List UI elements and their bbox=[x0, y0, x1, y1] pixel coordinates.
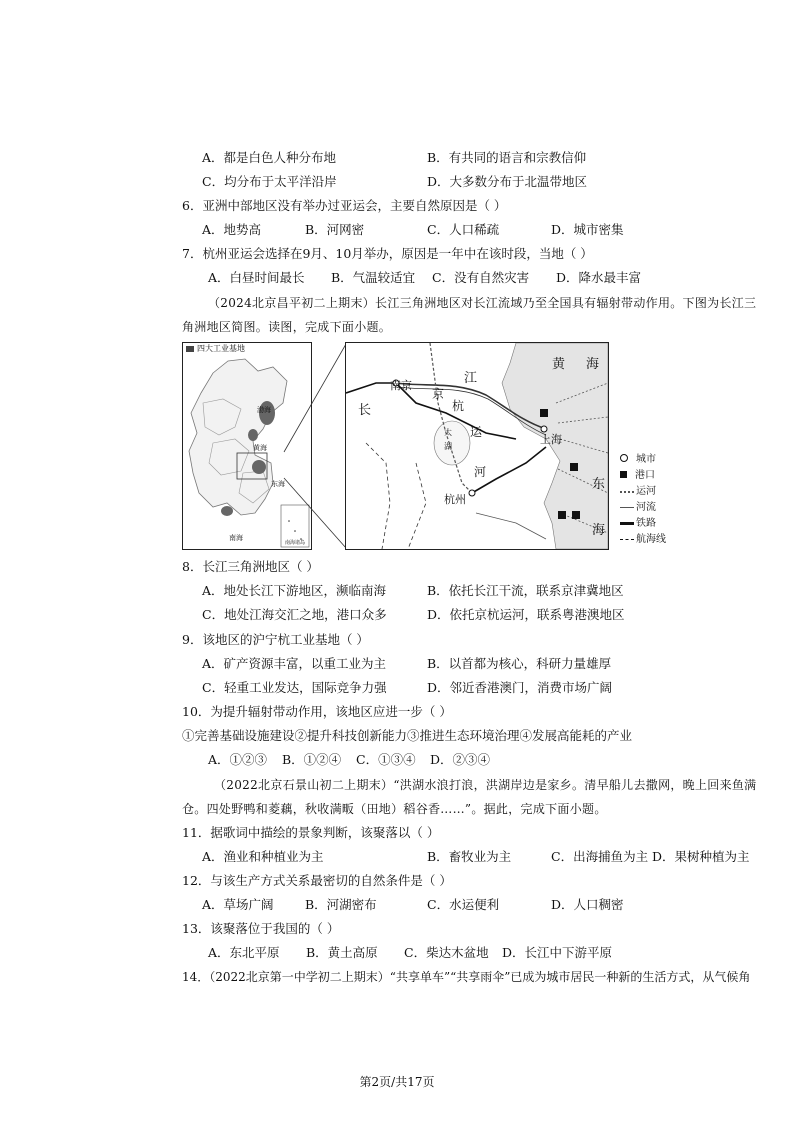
intro2-passage-line1: （2022北京石景山初二上期末）“洪湖水浪打浪，洪湖岸边是家乡。清早船儿去撒网，晚上回来鱼满 bbox=[214, 778, 757, 792]
q8-option-d: D．依托京杭运河，联系粤港澳地区 bbox=[427, 607, 625, 622]
label-south-sea-small: 南海 bbox=[229, 534, 243, 542]
map-connector-lines bbox=[264, 342, 348, 552]
anchor-icon bbox=[620, 471, 627, 478]
intro-passage-line1: （2024北京昌平初二上期末）长江三角洲地区对长江流域乃至全国具有辐射带动作用。下图为长江三 bbox=[208, 296, 757, 310]
q8-stem: 8．长江三角洲地区（ ） bbox=[182, 559, 319, 574]
q10-stem: 10．为提升辐射带动作用，该地区应进一步（ ） bbox=[182, 704, 452, 719]
industrial-base-jingjintang bbox=[248, 429, 258, 441]
legend-city: 城市 bbox=[620, 450, 656, 465]
q11-stem: 11．据歌词中描绘的景象判断，该聚落以（ ） bbox=[182, 825, 440, 840]
label-hu: 湖 bbox=[444, 442, 452, 451]
q7-option-b: B．气温较适宜 bbox=[331, 270, 416, 285]
label-dong: 东 bbox=[592, 477, 606, 492]
port-marker-3 bbox=[558, 511, 566, 519]
label-hangzhou: 杭州 bbox=[444, 493, 466, 506]
q9-stem: 9．该地区的沪宁杭工业基地（ ） bbox=[182, 632, 369, 647]
q12-option-c: C．水运便利 bbox=[427, 897, 500, 912]
label-jiang: 江 bbox=[464, 371, 478, 386]
port-marker-2 bbox=[570, 463, 578, 471]
legend-river: 河流 bbox=[620, 498, 656, 513]
label-yun: 运 bbox=[470, 425, 483, 439]
q12-option-a: A．草场广阔 bbox=[202, 897, 274, 912]
q9-option-b: B．以首都为核心，科研力量雄厚 bbox=[427, 656, 612, 671]
legend-canal: 运河 bbox=[620, 482, 656, 497]
q5-option-c: C．均分布于太平洋沿岸 bbox=[202, 174, 337, 189]
q13-option-b: B．黄土高原 bbox=[306, 945, 378, 960]
q11-option-c: C．出海捕鱼为主 bbox=[551, 849, 649, 864]
legend-port: 港口 bbox=[620, 466, 655, 481]
q13-option-d: D．长江中下游平原 bbox=[502, 945, 613, 960]
q12-option-b: B．河湖密布 bbox=[305, 897, 377, 912]
q6-option-d: D．城市密集 bbox=[551, 222, 624, 237]
intro-passage-line2: 角洲地区简图。读图，完成下面小题。 bbox=[182, 320, 392, 334]
q13-option-a: A．东北平原 bbox=[208, 945, 280, 960]
q8-option-a: A．地处长江下游地区，濒临南海 bbox=[202, 583, 387, 598]
q7-option-a: A．白昼时间最长 bbox=[208, 270, 305, 285]
q11-option-b: B．畜牧业为主 bbox=[427, 849, 512, 864]
q12-stem: 12．与该生产方式关系最密切的自然条件是（ ） bbox=[182, 873, 452, 888]
label-he: 河 bbox=[474, 465, 487, 479]
page-number: 第2页/共17页 bbox=[359, 1075, 435, 1089]
label-east-sea-small: 东海 bbox=[271, 480, 285, 488]
q10-option-a: A．①②③ bbox=[208, 752, 268, 767]
label-yellow-sea-small: 黄海 bbox=[253, 444, 267, 452]
label-shanghai: 上海 bbox=[540, 433, 562, 446]
q12-option-d: D．人口稠密 bbox=[551, 897, 624, 912]
q8-option-b: B．依托长江干流，联系京津冀地区 bbox=[427, 583, 624, 598]
legend-rail: 铁路 bbox=[620, 514, 656, 529]
legend-industrial-base: 四大工业基地 bbox=[197, 344, 245, 353]
label-tai: 太 bbox=[444, 428, 452, 437]
city-icon bbox=[620, 454, 628, 462]
q6-stem: 6．亚洲中部地区没有举办过亚运会，主要自然原因是（ ） bbox=[182, 198, 507, 213]
q6-option-b: B．河网密 bbox=[305, 222, 365, 237]
intro2-passage-line2: 仓。四处野鸭和菱藕，秋收满畈（田地）稻谷香……”。据此，完成下面小题。 bbox=[182, 802, 607, 816]
label-inset: 南海诸岛 bbox=[285, 540, 306, 546]
q9-option-a: A．矿产资源丰富，以重工业为主 bbox=[202, 656, 387, 671]
q11-option-d: D．果树种植为主 bbox=[652, 849, 750, 864]
q13-stem: 13．该聚落位于我国的（ ） bbox=[182, 921, 340, 936]
q9-option-d: D．邻近香港澳门，消费市场广阔 bbox=[427, 680, 613, 695]
label-chang: 长 bbox=[358, 403, 372, 418]
q6-option-c: C．人口稀疏 bbox=[427, 222, 500, 237]
label-hang: 杭 bbox=[452, 399, 465, 413]
port-marker-1 bbox=[540, 409, 548, 417]
q5-option-d: D．大多数分布于北温带地区 bbox=[427, 174, 588, 189]
q5-option-a: A．都是白色人种分布地 bbox=[202, 150, 337, 165]
railway-icon bbox=[620, 522, 634, 525]
river-icon bbox=[620, 507, 634, 508]
q14-stem: 14．（2022北京第一中学初二上期末）“共享单车”“共享雨伞”已成为城市居民一种新的生活方式，从气候角 bbox=[182, 970, 751, 984]
q5-option-b: B．有共同的语言和宗教信仰 bbox=[427, 150, 587, 165]
q8-option-c: C．地处江海交汇之地，港口众多 bbox=[202, 607, 387, 622]
q7-stem: 7．杭州亚运会选择在9月、10月举办，原因是一年中在该时段，当地（ ） bbox=[182, 246, 593, 261]
q7-option-c: C．没有自然灾害 bbox=[432, 270, 530, 285]
canal-icon bbox=[620, 491, 634, 493]
q10-items: ①完善基础设施建设②提升科技创新能力③推进生态环境治理④发展高能耗的产业 bbox=[182, 728, 633, 743]
q9-option-c: C．轻重工业发达，国际竞争力强 bbox=[202, 680, 387, 695]
legend-shipping: 航海线 bbox=[620, 530, 666, 545]
q13-option-c: C．柴达木盆地 bbox=[404, 945, 489, 960]
yangtze-delta-map bbox=[345, 342, 609, 550]
q6-option-a: A．地势高 bbox=[202, 222, 262, 237]
port-marker-4 bbox=[572, 511, 580, 519]
label-sea-1: 海 bbox=[586, 357, 600, 372]
q11-option-a: A．渔业和种植业为主 bbox=[202, 849, 324, 864]
label-yellow: 黄 bbox=[552, 357, 566, 372]
label-jing: 京 bbox=[432, 387, 445, 401]
label-sea-2: 海 bbox=[592, 523, 606, 538]
q10-option-c: C．①③④ bbox=[356, 752, 416, 767]
label-bohai: 渤海 bbox=[257, 406, 271, 414]
label-nanjing: 南京 bbox=[390, 379, 412, 392]
city-hangzhou-marker bbox=[469, 490, 475, 496]
shipping-line-icon bbox=[620, 539, 634, 540]
q7-option-d: D．降水最丰富 bbox=[556, 270, 642, 285]
q10-option-b: B．①②④ bbox=[282, 752, 342, 767]
map-legend bbox=[620, 450, 680, 548]
industrial-base-zhujiang bbox=[221, 506, 233, 516]
q10-option-d: D．②③④ bbox=[430, 752, 491, 767]
